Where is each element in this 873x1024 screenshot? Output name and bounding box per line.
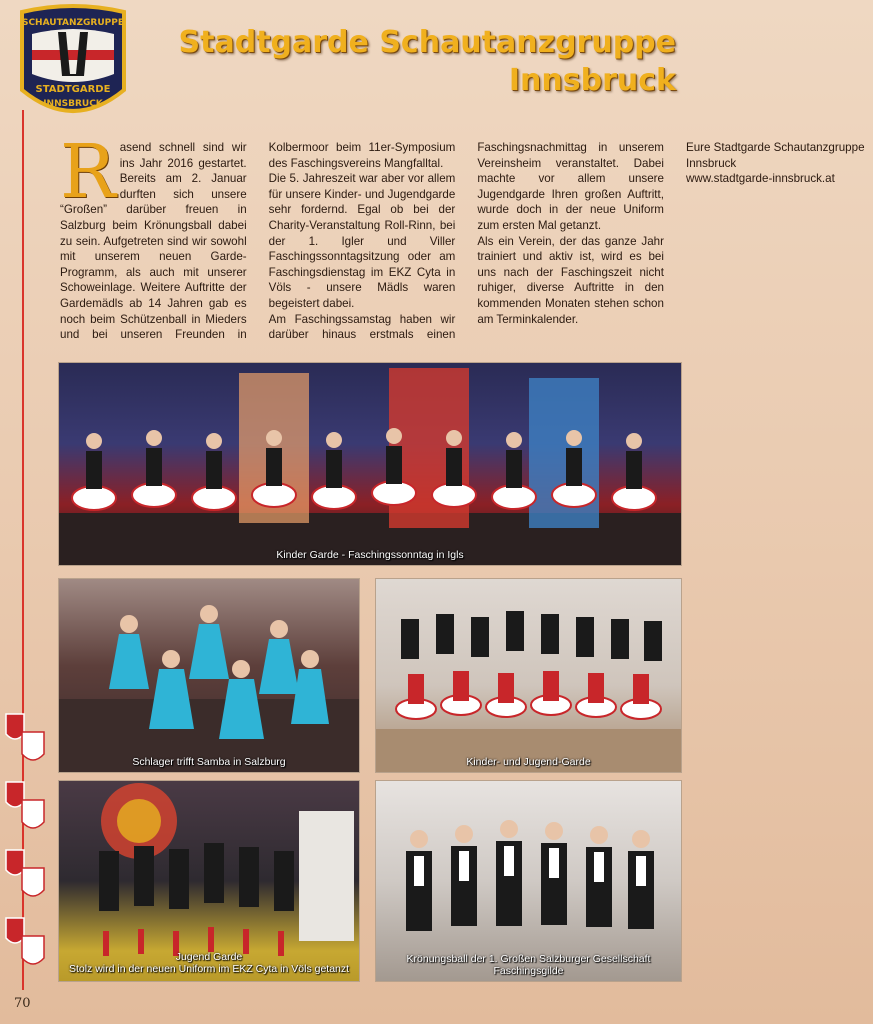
photo-caption: Schlager trifft Samba in Salzburg [132,756,286,768]
photo-caption: Kinder Garde - Faschingssonntag in Igls [276,549,464,561]
dropcap: R [60,129,116,215]
photo-kroenungsball [375,780,682,982]
article-paragraph-2: Die 5. Jahreszeit war aber vor allem für unsere Kinder- und Jugendgarde sehr fordernd. Egal ob bei der Charity-Veranstaltung Roll-Rinn, bei der 1. Igler und Viller Faschingssonntagsitzung oder am Faschingsdienstag im EKZ Cyta in Völs - unsere Mädls waren begeistert dabei. [268,172,456,310]
title-line-1: Stadtgarde Schautanzgruppe [178,25,676,60]
club-badge-icon [14,4,132,126]
photo-jugend-garde [58,780,360,982]
signature [686,140,873,187]
signature-line-2: Innsbruck [685,156,737,170]
samba-dancers-illustration [59,579,359,772]
photo-caption [59,951,359,975]
title-line-2: Innsbruck [508,62,676,98]
photo-kinder-jugend-garde [375,578,682,773]
paragraph-1-text: asend schnell sind wir ins Jahr 2016 gestartet. Bereits am 2. Januar durften sich unsere “Großen” darüber freuen in Salzburg beim Krönungsball dabei zu sein. Aufgetreten sind wir sowohl mit unserem neuen Garde-Programm, als auch mit unserer Schoweinlage. Weitere Auftritte der Gardemädls ab 14 Jahren gab es noch beim Schützenball in Mieders und bei unseren Freunden in Kolbermoor beim 11er-Symposium des Faschingsvereins Mangfalltal. [60,141,456,342]
page-title [179,24,676,99]
photo-caption-line-2: Stolz wird in der neuen Uniform im EKZ Cyta in Völs getanzt [68,963,350,975]
signature-line-1: Eure Stadtgarde Schautanzgruppe [685,141,865,154]
dancers-illustration [59,363,681,565]
article-paragraph-3: Am Faschingssamstag haben wir darüber hinaus erstmals einen Faschingsnachmittag in unserem Vereinsheim veranstaltet. Dabei machte vor allem unsere Jugendgarde Ihren großen Auftritt, wurde doch in der neue Uniform zum ersten Mal getanzt. [268,141,664,342]
kroenungsball-illustration [376,781,681,981]
photo-caption: Kinder- und Jugend-Garde [466,756,591,768]
page-number: 70 [14,996,31,1011]
group-photo-illustration [376,579,681,772]
photo-samba [58,578,360,773]
article-paragraph-4: Als ein Verein, der das ganze Jahr trainiert und aktiv ist, wird es bei uns nach der Faschingszeit nicht ruhiger, diverse Auftritte in den kommenden Monaten stehen schon am Terminkalender. [477,234,664,326]
photo-caption: Krönungsball der 1. Großen Salzburger Gesellschaft Faschingsgilde [406,953,651,977]
logo-text-top: SCHAUTANZGRUPPE [21,18,125,28]
website-link[interactable]: www.stadtgarde-innsbruck.at [685,172,835,186]
logo-text-mid: STADTGARDE [35,84,111,95]
logo-text-bottom: INNSBRUCK [43,99,103,109]
tyrolean-coat-of-arms-icon [2,712,48,982]
article-body [60,129,865,352]
photo-kinder-garde [58,362,682,566]
photo-caption-line-1: Jugend Garde [175,951,243,963]
